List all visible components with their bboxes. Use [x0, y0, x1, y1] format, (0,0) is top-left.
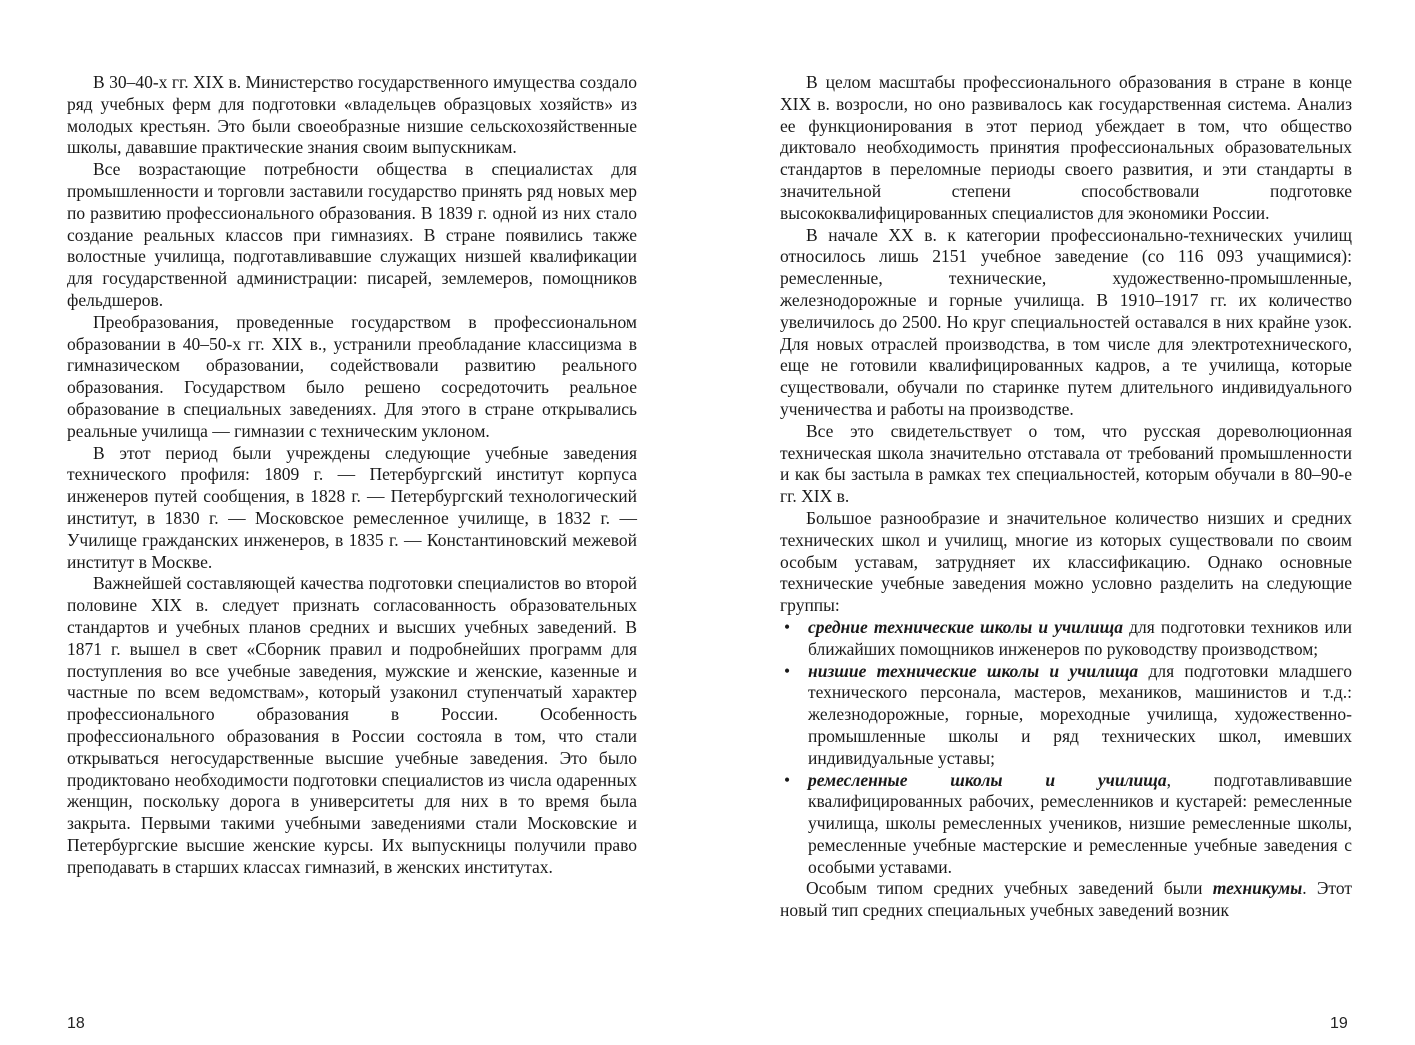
- right-paragraph-4: Большое разнообразие и значительное количество низших и средних технических школ и училищ, многие из которых существовали по своим особым уставам, затрудняет их классификацию. Однако основные технические учебные заведения можно условно разделить на следующие группы:: [780, 507, 1352, 616]
- left-paragraph-2: Все возрастающие потребности общества в специалистах для промышленности и торговли заставили государство принять ряд новых мер по развитию профессионального образования. В 1839 г. одной из них стало создание реальных классов при гимназиях. В стране появились также волостные училища, подготавливавшие служащих низшей квалификации для государственной администрации: писарей, землемеров, помощников фельдшеров.: [67, 159, 637, 310]
- left-paragraph-4: В этот период были учреждены следующие учебные заведения технического профиля: 1809 г. — Петербургский институт корпуса инженеров путей сообщения, в 1828 г. — Петербургский технологический институт, в 1830 г. — Московское ремесленное училище, в 1832 г. — Училище гражданских инженеров, в 1835 г. — Константиновский межевой институт в Москве.: [67, 442, 637, 572]
- list-item-term: средние технические школы и училища: [808, 616, 1123, 637]
- right-page: [780, 72, 1352, 922]
- left-paragraph-1: В 30–40-х гг. XIX в. Министерство государственного имущества создало ряд учебных ферм для подготовки «владельцев образцовых хозяйств» из молодых крестьян. Это были своеобразные низшие сельскохозяйственные школы, дававшие практические знания своим выпускникам.: [67, 72, 637, 158]
- list-item: [780, 661, 1352, 770]
- bullet-icon: •: [784, 769, 791, 790]
- bullet-icon: •: [784, 616, 791, 637]
- list-item-text: для подготовки техников или ближайших помощников инженеров по руководству производством;: [808, 616, 1353, 659]
- left-paragraph-3: Преобразования, проведенные государством в профессиональном образовании в 40–50-х гг. XIX в., устранили преобладание классицизма в гимназическом образовании, содействовали развитию реального образования. Государством было решено сосредоточить реальное образование в специальных заведениях. Для этого в стране открывались реальные училища — гимназии с техническим уклоном.: [67, 311, 637, 441]
- closing-term: техникумы: [1212, 878, 1303, 899]
- right-paragraph-3: Все это свидетельствует о том, что русская дореволюционная техническая школа значительно отставала от требований промышленности и как бы застыла в рамках тех специальностей, которым обучали в 80–90-е гг. XIX в.: [780, 420, 1352, 507]
- school-types-list: [780, 617, 1352, 879]
- page-number-left: 18: [67, 1015, 85, 1032]
- left-page: [67, 72, 637, 878]
- list-item-term: ремесленные школы и училища: [808, 769, 1167, 790]
- list-item-term: низшие технические школы и училища: [808, 660, 1139, 681]
- list-item-text: , подготавливавшие квалифицированных рабочих, ремесленников и кустарей: ремесленные училища, школы ремесленных учеников, низшие ремесленные школы, ремесленные учебные мастерские и ремесленные учебные заведения с особыми уставами.: [808, 769, 1352, 877]
- right-paragraph-1: В целом масштабы профессионального образования в стране в конце XIX в. возросли, но оно развивалось как государственная система. Анализ ее функционирования в этот период убеждает в том, что общество диктовало необходимость принятия профессиональных образовательных стандартов в переломные периоды своего развития, и эти стандарты в значительной степени способствовали подготовке высококвалифицированных специалистов для экономики России.: [780, 72, 1352, 223]
- page-number-right: 19: [1330, 1015, 1348, 1032]
- list-item-text: для подготовки младшего технического персонала, мастеров, механиков, машинистов и т.д.: железнодорожные, горные, мореходные училища, художественно-промышленные школы и ряд технических школ, имевших индивидуальные уставы;: [808, 660, 1352, 768]
- list-item: [780, 617, 1352, 661]
- left-paragraph-5: Важнейшей составляющей качества подготовки специалистов во второй половине XIX в. следует признать согласованность образовательных стандартов и учебных планов средних и высших учебных заведений. В 1871 г. вышел в свет «Сборник правил и подробнейших программ для поступления во все учебные заведения, мужские и женские, казенные и частные по всем ведомствам», который узаконил ступенчатый характер профессионального образования в России. Особенность профессионального образования в России состояла в том, что стали открываться негосударственные высшие учебные заведения. Это было продиктовано необходимости подготовки специалистов из числа одаренных женщин, поскольку дорога в университеты для них в то время была закрыта. Первыми такими учебными заведениями стали Московские и Петербургские высшие женские курсы. Их выпускницы получили право преподавать в старших классах гимназий, в женских институтах.: [67, 573, 637, 877]
- bullet-icon: •: [784, 660, 791, 681]
- list-item: [780, 770, 1352, 879]
- closing-text-after: . Этот новый тип средних специальных учебных заведений возник: [780, 878, 1352, 921]
- right-paragraph-2: В начале XX в. к категории профессионально-технических училищ относилось лишь 2151 учебное заведение (со 116 093 учащимися): ремесленные, технические, художественно-промышленные, железнодорожные и горные училища. В 1910–1917 гг. их количество увеличилось до 2500. Но круг специальностей оставался в них крайне узок. Для новых отраслей производства, в том числе для электротехнического, еще не готовили квалифицированных кадров, а те училища, которые существовали, обучали по старинке путем длительного индивидуального ученичества и работы на производстве.: [780, 224, 1352, 419]
- closing-text-before: Особым типом средних учебных заведений были: [806, 878, 1213, 899]
- right-closing-paragraph: [780, 878, 1352, 922]
